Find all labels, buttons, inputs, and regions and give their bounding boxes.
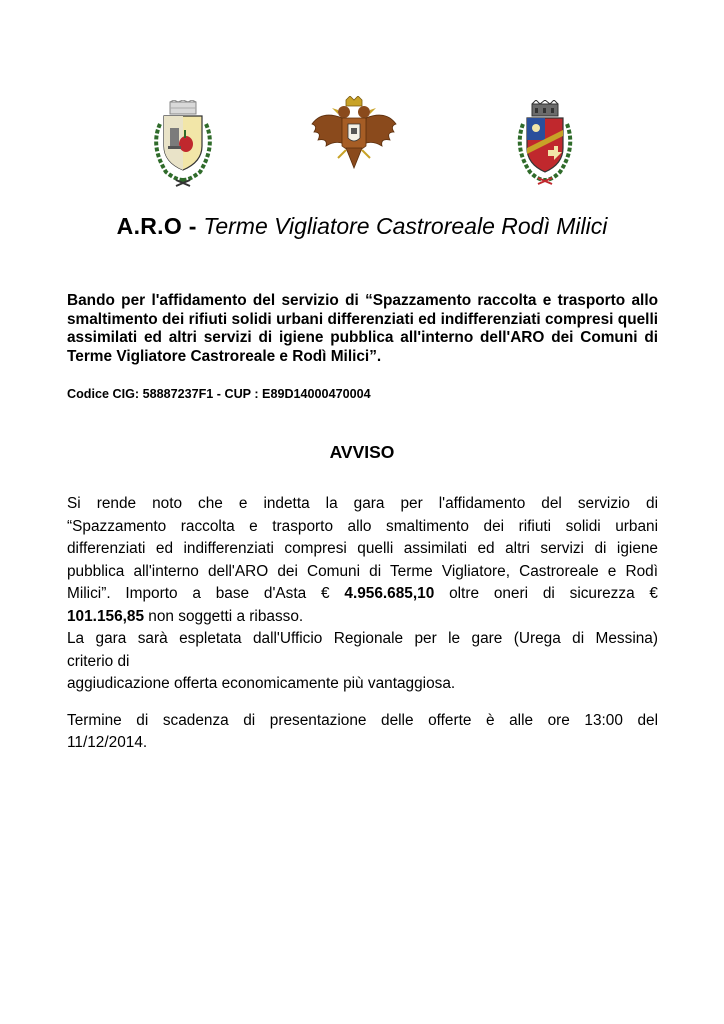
coat-of-arms-terme-vigliatore-icon — [146, 100, 220, 188]
deadline-date: 11/12/2014. — [67, 734, 148, 751]
base-amount: 4.956.685,10 — [344, 585, 435, 602]
double-headed-eagle-icon — [308, 96, 400, 172]
notice-line-safety — [67, 606, 658, 629]
deadline-line: Termine di scadenza di presentazione delle offerte è alle ore 13:00 del — [67, 711, 658, 729]
notice-line-amounts — [67, 583, 658, 606]
amount-intro: Milici”. Importo a base d'Asta € — [67, 585, 345, 602]
coat-of-arms-rodi-milici-icon — [512, 100, 578, 186]
title-towns: Terme Vigliatore Castroreale Rodì Milici — [203, 213, 608, 239]
page-title — [0, 211, 724, 241]
notice-line: differenziati ed indifferenziati compresi quelli assimilati ed altri servizi di igiene — [67, 540, 658, 557]
notice-line: La gara sarà espletata dall'Ufficio Regionale per le gare (Urega di Messina) — [67, 630, 658, 647]
safety-note: non soggetti a ribasso. — [144, 607, 304, 625]
amount-safety-intro: oltre oneri di sicurezza € — [434, 585, 658, 602]
tender-description: Bando per l'affidamento del servizio di “Spazzamento raccolta e trasporto allo smaltimento dei rifiuti solidi urbani differenziati ed indifferenziati compresi quelli assimilati ed altri servizi di igiene pubblica all'interno dell'ARO dei Comuni di Terme Vigliatore Castroreale e Rodì Milici”. — [67, 292, 658, 365]
safety-amount: 101.156,85 — [67, 607, 145, 625]
notice-line: Si rende noto che e indetta la gara per l'affidamento del servizio di — [67, 495, 658, 512]
notice-line: aggiudicazione offerta economicamente più vantaggiosa. — [67, 675, 456, 692]
cig-cup-codes: Codice CIG: 58887237F1 - CUP : E89D14000470004 — [67, 387, 371, 401]
notice-line: “Spazzamento raccolta e trasporto allo smaltimento dei rifiuti solidi urbani — [67, 517, 658, 535]
notice-line: pubblica all'interno dell'ARO dei Comuni di Terme Vigliatore, Castroreale e Rodì — [67, 562, 658, 580]
notice-line: criterio di — [67, 652, 130, 670]
notice-body — [67, 493, 658, 755]
notice-heading: AVVISO — [329, 442, 395, 462]
title-prefix: A.R.O - — [116, 213, 204, 239]
paragraph-gap — [67, 696, 658, 710]
